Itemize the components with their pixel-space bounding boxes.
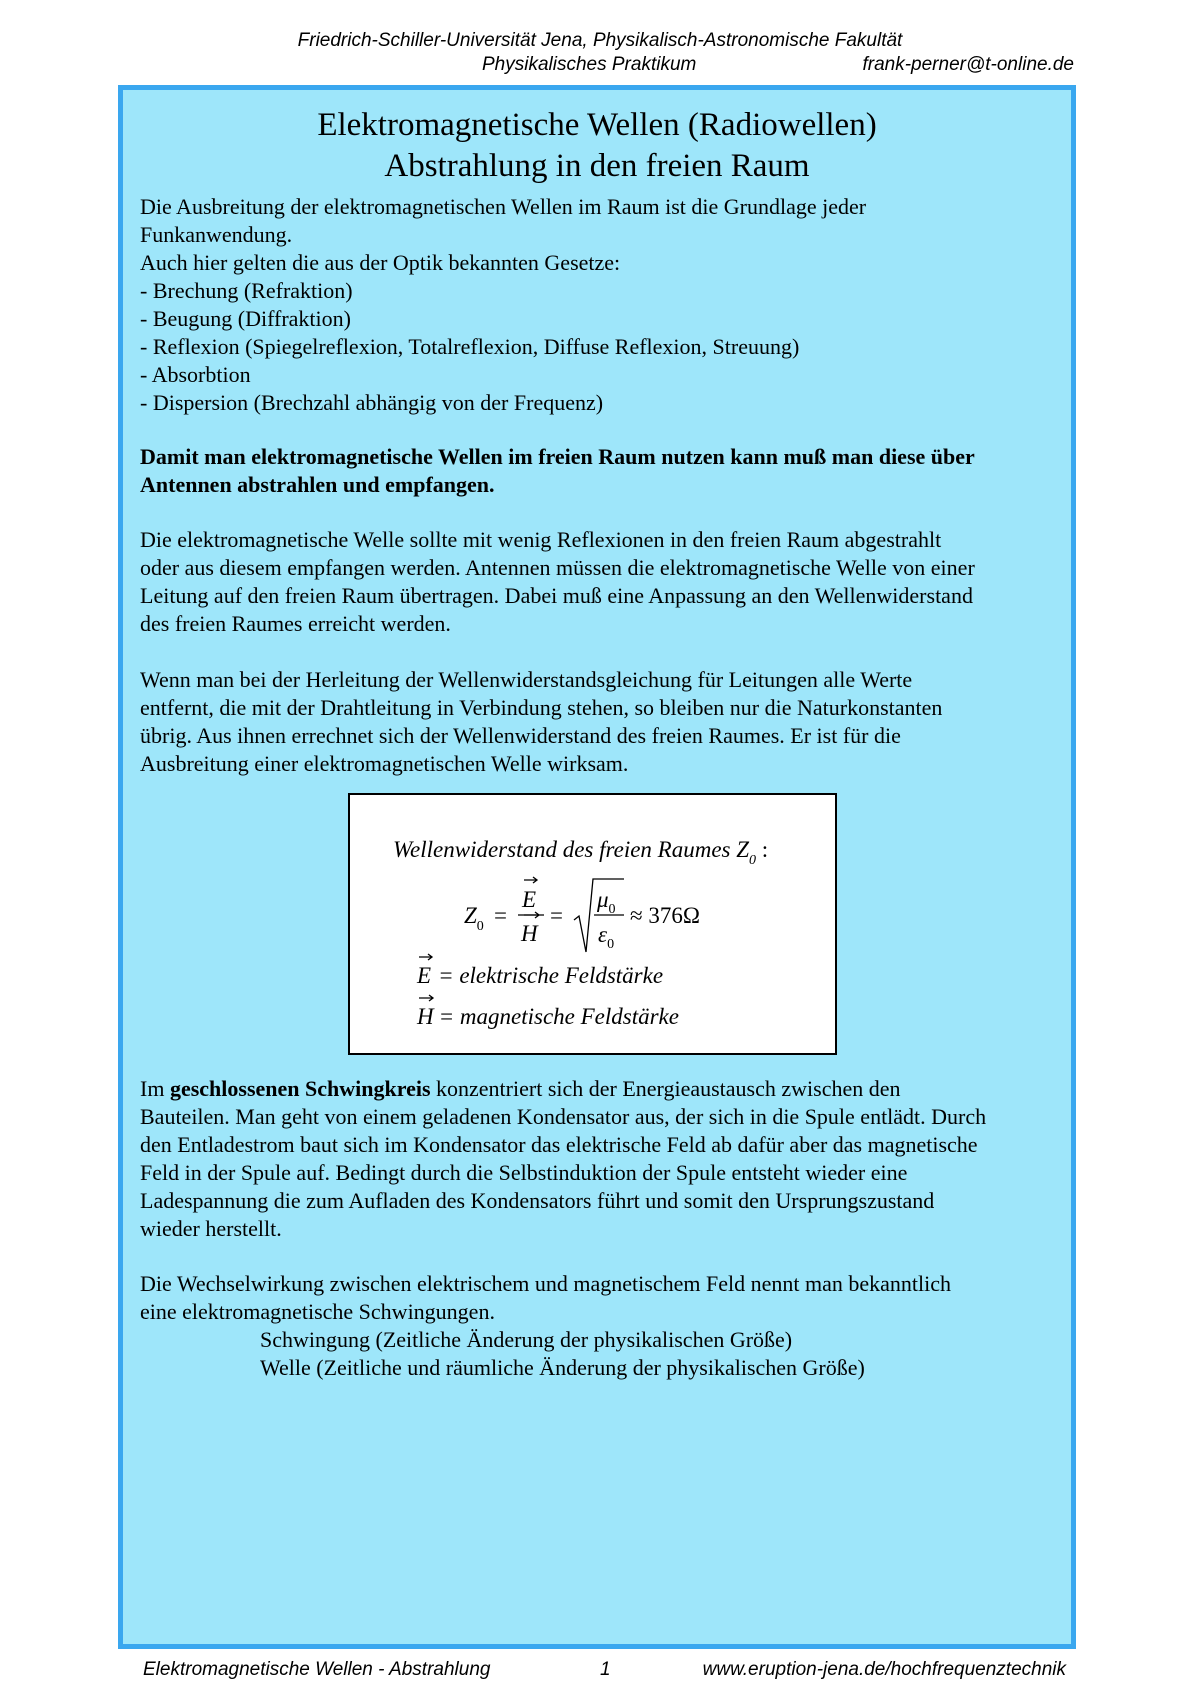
circuit-paragraph-line: wieder herstellt. xyxy=(140,1216,282,1241)
impedance-paragraph-line: übrig. Aus ihnen errechnet sich der Wellenwiderstand des freien Raumes. Er ist für die xyxy=(140,723,901,748)
equals-sign: = xyxy=(494,903,507,928)
antenna-paragraph-line: des freien Raumes erreicht werden. xyxy=(140,611,451,636)
title-line-2: Abstrahlung in den freien Raum xyxy=(384,148,810,184)
interaction-paragraph-line: eine elektromagnetische Schwingungen. xyxy=(140,1299,495,1324)
intro-line: Funkanwendung. xyxy=(140,222,293,247)
law-item: - Reflexion (Spiegelreflexion, Totalreflexion, Diffuse Reflexion, Streuung) xyxy=(140,334,800,359)
z0-symbol: $Z_0$ xyxy=(464,903,484,934)
impedance-paragraph-line: entfernt, die mit der Drahtleitung in Verbindung stehen, so bleiben nur die Naturkonstanten xyxy=(140,695,943,720)
circuit-paragraph-line: Ladespannung die zum Aufladen des Kondensators führt und somit den Ursprungszustand xyxy=(140,1188,935,1213)
e-field-symbol: E xyxy=(522,887,537,912)
title-line-1: Elektromagnetische Wellen (Radiowellen) xyxy=(317,107,877,143)
circuit-paragraph-line: den Entladestrom baut sich im Kondensator das elektrische Feld ab dafür aber das magnetische xyxy=(140,1132,978,1157)
definition-line: Schwingung (Zeitliche Änderung der physikalischen Größe) xyxy=(260,1327,793,1352)
bold-statement-line: Damit man elektromagnetische Wellen im freien Raum nutzen kann muß man diese über xyxy=(140,444,975,469)
intro-line: Auch hier gelten die aus der Optik bekannten Gesetze: xyxy=(140,250,621,275)
bold-statement-line: Antennen abstrahlen und empfangen. xyxy=(140,472,495,497)
antenna-paragraph-line: Leitung auf den freien Raum übertragen. Dabei muß eine Anpassung an den Wellenwiderstand xyxy=(140,583,973,608)
footer-url: www.eruption-jena.de/hochfrequenztechnik xyxy=(702,1659,1066,1680)
impedance-result: ≈ 376Ω xyxy=(630,903,700,928)
circuit-paragraph-line: Im geschlossenen Schwingkreis konzentriert sich der Energieaustausch zwischen den xyxy=(140,1076,901,1101)
impedance-paragraph-line: Ausbreitung einer elektromagnetischen Welle wirksam. xyxy=(140,751,629,776)
antenna-paragraph-line: Die elektromagnetische Welle sollte mit wenig Reflexionen in den freien Raum abgestrahlt xyxy=(140,527,942,552)
impedance-formula xyxy=(350,795,835,1053)
law-item: - Brechung (Refraktion) xyxy=(140,278,353,303)
equals-sign: = xyxy=(550,903,563,928)
circuit-paragraph-line: Feld in der Spule auf. Bedingt durch die Selbstinduktion der Spule entsteht wieder eine xyxy=(140,1160,908,1185)
definition-line: Welle (Zeitliche und räumliche Änderung der physikalischen Größe) xyxy=(260,1355,865,1380)
intro-line: Die Ausbreitung der elektromagnetischen Wellen im Raum ist die Grundlage jeder xyxy=(140,194,867,219)
h-vector-arrow xyxy=(419,995,433,1001)
footer-page-number: 1 xyxy=(600,1659,611,1680)
mu-symbol: $\mu_0$ xyxy=(597,887,616,917)
header-course: Physikalisches Praktikum xyxy=(482,54,697,75)
bold-term: geschlossenen Schwingkreis xyxy=(169,1076,431,1101)
h-field-symbol: H xyxy=(521,921,538,946)
law-item: - Absorbtion xyxy=(140,362,251,387)
footer-topic: Elektromagnetische Wellen - Abstrahlung xyxy=(143,1659,491,1680)
law-item: - Beugung (Diffraktion) xyxy=(140,306,351,331)
header-email: frank-perner@t-online.de xyxy=(862,54,1074,75)
formula-heading: Wellenwiderstand des freien Raumes $Z_0$ : xyxy=(393,837,769,868)
e-vector-arrow xyxy=(524,877,537,883)
formula-box xyxy=(348,793,837,1055)
h-definition: H = magnetische Feldstärke xyxy=(417,1004,679,1029)
epsilon-symbol: $\varepsilon_0$ xyxy=(598,922,615,952)
circuit-paragraph-line: Bauteilen. Man geht von einem geladenen Kondensator aus, der sich in die Spule entlädt. Durch xyxy=(140,1104,987,1129)
law-item: - Dispersion (Brechzahl abhängig von der Frequenz) xyxy=(140,390,604,415)
header-university: Friedrich-Schiller-Universität Jena, Physikalisch-Astronomische Fakultät xyxy=(297,30,903,51)
h-vector-arrow xyxy=(524,912,539,918)
impedance-paragraph-line: Wenn man bei der Herleitung der Wellenwiderstandsgleichung für Leitungen alle Werte xyxy=(140,667,913,692)
content-frame xyxy=(118,85,1076,1649)
e-definition: E = elektrische Feldstärke xyxy=(417,963,664,988)
antenna-paragraph-line: oder aus diesem empfangen werden. Antennen müssen die elektromagnetische Welle von einer xyxy=(140,555,975,580)
interaction-paragraph-line: Die Wechselwirkung zwischen elektrischem und magnetischem Feld nennt man bekanntlich xyxy=(140,1271,951,1296)
e-vector-arrow xyxy=(419,954,432,960)
